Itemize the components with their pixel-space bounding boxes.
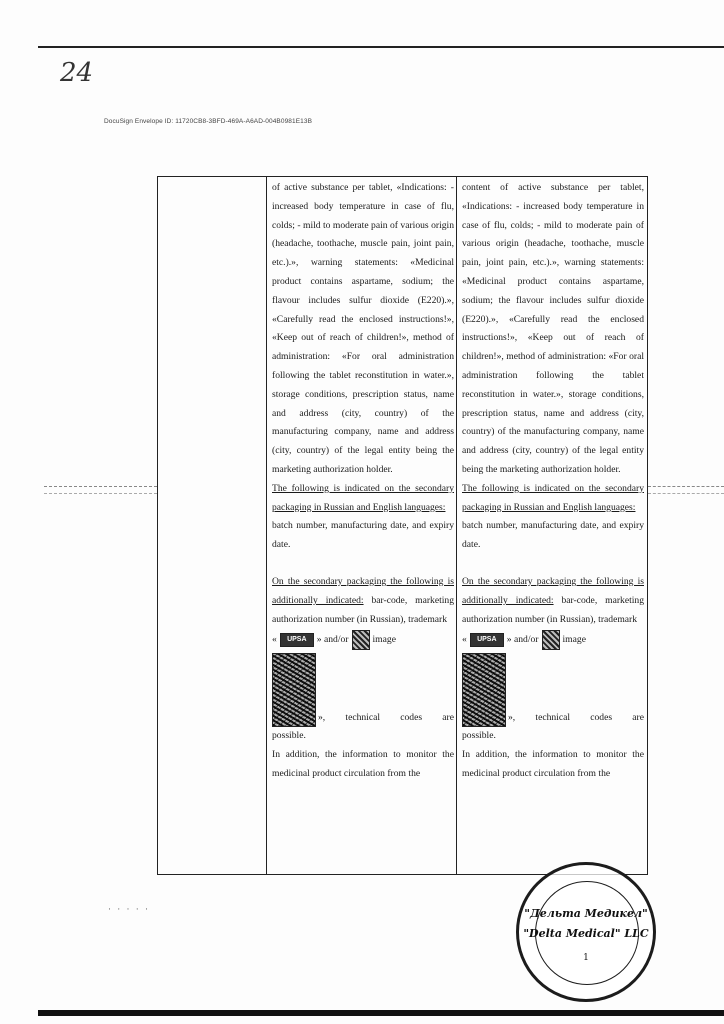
right-image-word: image (562, 633, 586, 645)
mid-paragraph-3: batch number, manufacturing date, and expiry date. (272, 520, 454, 551)
right-paragraph-2: The following is indicated on the secondary packaging in Russian and English languages: (462, 482, 644, 513)
right-are: are (632, 711, 644, 723)
right-paragraph-3: batch number, manufacturing date, and expiry date. (462, 520, 644, 551)
right-technical: technical (535, 711, 571, 723)
product-image-icon (462, 653, 506, 727)
right-p4-underlined: On the secondary packaging the following is additionally indicated: (462, 575, 644, 606)
mid-paragraph-1: of active substance per tablet, «Indications: - increased body temperature in case of flu, colds; - mild to moderate pain of various origin (headache, toothache, muscle pain, joint pain, etc.).», warning statements: «Medicinal product contains aspartame, sodium; the flavour includes sulfur dioxide (E220).», «Carefully read the enclosed instructions!», «Keep out of reach of children!», method of administration: «For oral administration following the tablet reconstitution in water.», storage conditions, prescription status, name and address (city, country) of the manufacturing company, name and address (city, country) of the legal entity being the marketing authorization holder. (272, 182, 454, 475)
scan-dots: · · · · · (108, 904, 150, 914)
upsa-logo-icon: UPSA (280, 633, 314, 647)
mid-image-row (272, 651, 454, 727)
seal-name-russian: "Дельта Медикел" (524, 907, 648, 920)
upsa-square-logo-icon (542, 630, 560, 650)
mid-trademark-line (272, 629, 454, 651)
right-image-row (462, 651, 644, 727)
right-image-caption (506, 709, 644, 728)
mid-and-or: » and/or (316, 633, 349, 645)
right-codes: codes (590, 711, 613, 723)
mid-paragraph-2: The following is indicated on the secondary packaging in Russian and English languages: (272, 482, 454, 513)
scan-artifact-right (648, 486, 724, 494)
mid-quote-close: », (318, 711, 326, 723)
right-paragraph-5: possible. (462, 730, 496, 742)
right-paragraph-6: In addition, the information to monitor the medicinal product circulation from the (462, 749, 644, 779)
mid-paragraph-6: In addition, the information to monitor the medicinal product circulation from the (272, 749, 454, 779)
right-paragraph-1: content of active substance per tablet, «Indications: - increased body temperature in case of flu, colds; - mild to moderate pain of various origin (headache, toothache, muscle pain, joint pain, etc.).», warning statements: «Medicinal product contains aspartame, sodium; the flavour includes sulfur dioxide (E220).», «Carefully read the enclosed instructions!», «Keep out of reach of children!», method of administration: «For oral administration following the tablet reconstitution in water.», storage conditions, prescription status, name and address (city, country) of the manufacturing company, name and address (city, country) of the legal entity being the marketing authorization holder. (462, 182, 644, 475)
mid-p4-underlined: On the secondary packaging the following is additionally indicated: (272, 575, 454, 606)
right-quote-close: », (508, 711, 516, 723)
seal-name-english: "Delta Medical" LLC (523, 927, 649, 940)
bottom-rule (38, 1010, 724, 1016)
right-quote-open: « (462, 633, 467, 645)
top-rule (38, 46, 724, 48)
upsa-square-logo-icon (352, 630, 370, 650)
product-image-icon (272, 653, 316, 727)
scan-artifact-left (44, 486, 157, 494)
handwritten-mark: 24 (60, 58, 94, 88)
mid-are: are (442, 711, 454, 723)
middle-column (272, 179, 454, 784)
right-trademark-line (462, 629, 644, 651)
right-column (462, 179, 644, 784)
company-seal-stamp (516, 862, 656, 1002)
right-paragraph-4 (462, 573, 644, 629)
docusign-envelope-id: DocuSign Envelope ID: 11720CB8-3BFD-469A-A6AD-004B0981E13B (104, 118, 313, 125)
right-and-or: » and/or (506, 633, 539, 645)
upsa-logo-icon: UPSA (470, 633, 504, 647)
mid-p4-rest: bar-code, marketing authorization number (in Russian), trademark (272, 594, 455, 625)
table-divider-1 (266, 177, 267, 874)
mid-paragraph-4 (272, 573, 454, 629)
table-divider-2 (456, 177, 457, 874)
mid-quote-open: « (272, 633, 277, 645)
document-table (157, 176, 648, 875)
mid-image-caption (316, 709, 454, 728)
mid-image-word: image (372, 633, 396, 645)
right-p4-rest: bar-code, marketing authorization number (in Russian), trademark (462, 594, 645, 625)
mid-technical: technical (345, 711, 381, 723)
mid-paragraph-5: possible. (272, 730, 306, 742)
seal-number: 1 (583, 953, 589, 963)
mid-codes: codes (400, 711, 423, 723)
